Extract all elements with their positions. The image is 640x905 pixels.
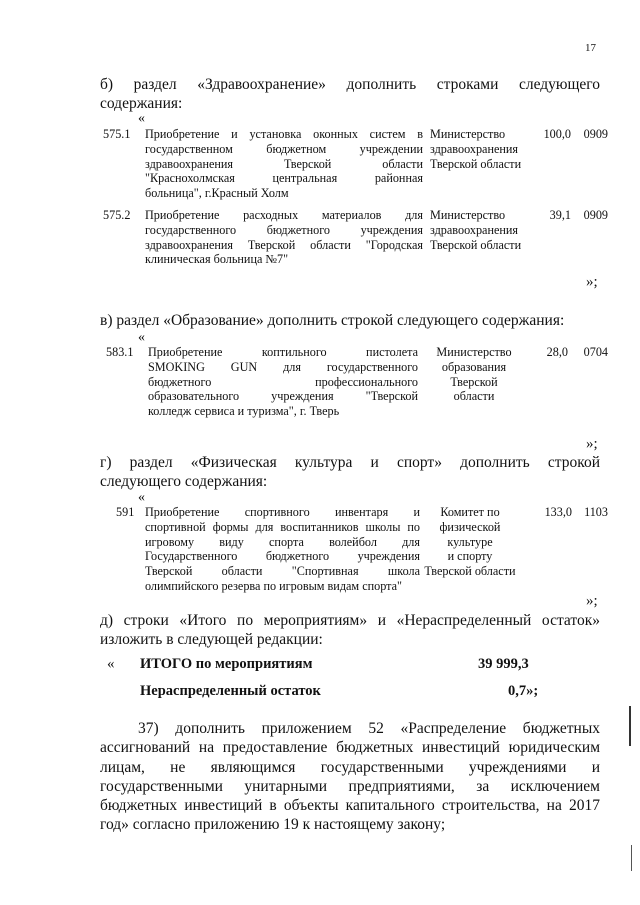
row-organization [420,505,520,579]
desc-line: олимпийского резерва по игровым видам спорта" [145,578,403,593]
section-g-intro-line2: следующего содержания: [100,473,268,490]
org-line: здравоохранения [430,222,519,237]
org-line: Министерство [430,208,506,222]
paragraph-37-line1: 37) дополнить приложением 52 «Распределение бюджетных [138,720,600,737]
section-d-intro-line1: д) строки «Итого по мероприятиям» и «Нераспределенный остаток» [100,612,600,629]
section-g-intro-line1: г) раздел «Физическая культура и спорт» дополнить строкой [100,454,600,471]
section-b-intro-line2: содержания: [100,95,183,112]
desc-line: больница", г.Красный Холм [145,186,289,201]
row-code: 1103 [584,505,608,519]
ostatok-value: 0,7»; [508,683,539,699]
row-amount: 133,0 [544,505,572,519]
section-g-close-quote: »; [586,593,598,609]
org-line: и спорту [447,549,493,564]
ostatok-label: Нераспределенный остаток [140,683,321,699]
desc-line: Государственного бюджетного учреждения [145,549,420,564]
section-v-intro [100,311,600,330]
desc-line: игровому виду спорта волейбол для [145,534,420,549]
section-v-close-quote: »; [586,436,598,452]
org-line: Тверской области [430,156,522,171]
desc-line: Приобретение и установка оконных систем в [145,127,423,141]
section-b-intro-line1: б) раздел «Здравоохранение» дополнить строками следующего [100,76,600,93]
page-number: 17 [585,42,596,54]
paragraph-37 [100,719,600,835]
org-line: Комитет по [440,505,500,519]
row-description [145,127,423,201]
row-number: 583.1 [106,345,134,359]
section-d-intro [100,611,600,649]
desc-line: государственном бюджетном учреждении [145,141,423,156]
desc-line: Приобретение расходных материалов для [145,208,423,222]
desc-line: колледж сервиса и туризма", г. Тверь [148,404,340,419]
row-amount: 100,0 [543,127,571,141]
row-amount: 39,1 [549,208,571,222]
desc-line: здравоохранения Тверской области "Городская [145,237,423,252]
section-b-open-quote: « [138,111,145,126]
org-line: Министерство [430,127,506,141]
scan-edge-mark [629,706,631,746]
desc-line: "Краснохолмская центральная районная [145,171,423,186]
org-line: культуре [447,534,493,549]
desc-line: здравоохранения Тверской области [145,156,423,171]
row-number: 575.1 [103,127,131,141]
row-description [145,208,423,267]
desc-line: бюджетного профессионального [148,374,418,389]
desc-line: спортивной формы для воспитанников школы по [145,519,420,534]
section-g-intro [100,453,600,491]
org-line: образования [441,359,507,374]
row-number: 575.2 [103,208,131,222]
section-b-intro [100,75,600,113]
desc-line: Приобретение спортивного инвентаря и [145,505,420,519]
desc-line: Тверской области "Спортивная школа [145,564,420,579]
section-d-intro-line2: изложить в следующей редакции: [100,631,323,648]
desc-line: Приобретение коптильного пистолета [148,345,418,359]
row-code: 0704 [583,345,608,359]
desc-line: образовательного учреждения "Тверской [148,389,418,404]
org-line: Тверской [450,374,498,389]
org-line: здравоохранения [430,141,519,156]
section-v-open-quote: « [138,330,145,345]
desc-line: клиническая больница №7" [145,252,289,267]
itogo-label: ИТОГО по мероприятиям [140,656,313,672]
org-line: области [453,389,495,404]
itogo-value: 39 999,3 [478,656,529,672]
row-description [148,345,418,419]
section-b-close-quote: »; [586,274,598,290]
row-organization [428,345,520,404]
paragraph-37-body: ассигнований на предоставление бюджетных инвестиций юридическим лицам, не являющимся государственными учреждениями и государственными унитарными предприятиями, за исключением бюджетных инвестиций в объекты капитального строительства, на 2017 год» согласно приложению 19 к настоящему закону; [100,739,600,834]
org-line: физической [439,519,501,534]
row-code: 0909 [583,208,608,222]
desc-line: государственного бюджетного учреждения [145,222,423,237]
row-amount: 28,0 [546,345,568,359]
row-organization [430,127,530,171]
desc-line: SMOKING GUN для государственного [148,359,418,374]
scan-edge-mark [631,845,632,871]
row-description [145,505,420,594]
row-code: 0909 [583,127,608,141]
section-v-intro-text: в) раздел «Образование» дополнить строкой следующего содержания: [100,312,565,329]
org-line: Тверской области [430,237,522,252]
org-line: Министерство [436,345,512,359]
totals-open-quote: « [107,656,115,672]
row-number: 591 [116,505,135,519]
section-g-open-quote: « [138,490,145,505]
org-line: Тверской области [424,564,516,579]
row-organization [430,208,530,252]
